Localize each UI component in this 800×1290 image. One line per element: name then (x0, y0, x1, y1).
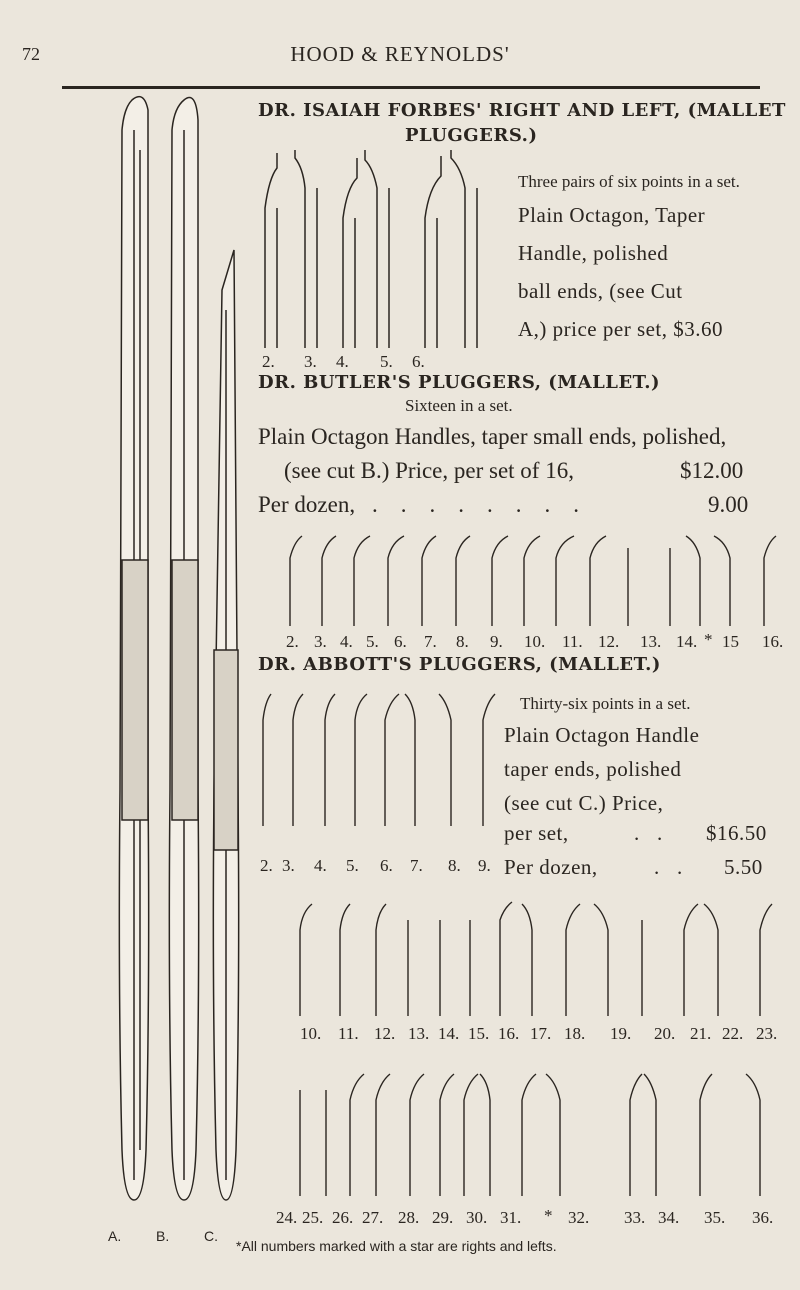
abbott-num-20: 20. (654, 1024, 676, 1043)
handle-label-c: C. (204, 1228, 218, 1244)
abbott-num-31: 31. (500, 1208, 522, 1227)
abbott-num-8: 8. (448, 856, 461, 875)
forbes-num-2: 2. (262, 352, 275, 371)
abbott-num-28: 28. (398, 1208, 420, 1227)
handle-illustrations (100, 90, 240, 1230)
forbes-title-line2: PLUGGERS.) (405, 125, 538, 146)
abbott-price-line1-dot: . . (634, 821, 663, 845)
forbes-num-5: 5. (380, 352, 393, 371)
abbott-num-14: 14. (438, 1024, 460, 1043)
handle-label-a: A. (108, 1228, 122, 1244)
forbes-num-3: 3. (304, 352, 317, 371)
butler-num-2: 2. (286, 632, 299, 651)
forbes-pluggers-illustration (255, 148, 505, 353)
abbott-num-29: 29. (432, 1208, 454, 1227)
abbott-num-27: 27. (362, 1208, 384, 1227)
abbott-num-11: 11. (338, 1024, 359, 1043)
handle-label-b: B. (156, 1228, 170, 1244)
butler-num-4: 4. (340, 632, 353, 651)
butler-title: DR. BUTLER'S PLUGGERS, (MALLET.) (258, 372, 661, 393)
abbott-num-15: 15. (468, 1024, 490, 1043)
abbott-price-line2-dot: . . (654, 855, 683, 879)
butler-line3-dots: . . . . . . . . (372, 492, 579, 517)
abbott-num-33: 33. (624, 1208, 646, 1227)
abbott-desc (504, 718, 699, 820)
butler-num-6: 6. (394, 632, 407, 651)
butler-line2-price: $12.00 (680, 458, 744, 483)
butler-line3-text: Per dozen, (258, 492, 356, 517)
abbott-num-5: 5. (346, 856, 359, 875)
butler-subtitle: Sixteen in a set. (405, 396, 513, 415)
abbott-num-3: 3. (282, 856, 295, 875)
abbott-num-10: 10. (300, 1024, 322, 1043)
forbes-desc-line4: ball ends, (see Cut (518, 279, 683, 303)
butler-line1: Plain Octagon Handles, taper small ends, polished, (258, 424, 727, 449)
abbott-num-17: 17. (530, 1024, 552, 1043)
abbott-num-7: 7. (410, 856, 423, 875)
butler-line2-text: (see cut B.) Price, per set of 16, (284, 458, 574, 483)
butler-num-10: 10. (524, 632, 546, 651)
butler-num-16: 16. (762, 632, 784, 651)
abbott-num-9: 9. (478, 856, 491, 875)
forbes-num-6: 6. (412, 352, 425, 371)
abbott-num-26: 26. (332, 1208, 354, 1227)
butler-star: * (704, 630, 713, 649)
abbott-desc-line2: taper ends, polished (504, 757, 682, 781)
abbott-num-22: 22. (722, 1024, 744, 1043)
butler-num-8: 8. (456, 632, 469, 651)
abbott-num-6: 6. (380, 856, 393, 875)
abbott-num-32: 32. (568, 1208, 590, 1227)
abbott-price-line1-text: per set, (504, 821, 569, 845)
abbott-num-19: 19. (610, 1024, 632, 1043)
abbott-num-24: 24. (276, 1208, 298, 1227)
butler-num-9: 9. (490, 632, 503, 651)
forbes-desc-line5: A,) price per set, $3.60 (518, 317, 724, 341)
abbott-num-25: 25. (302, 1208, 324, 1227)
butler-num-12: 12. (598, 632, 620, 651)
forbes-title-line1: DR. ISAIAH FORBES' RIGHT AND LEFT, (MALLET (258, 100, 786, 121)
abbott-num-12: 12. (374, 1024, 396, 1043)
forbes-desc (518, 196, 723, 348)
abbott-star: * (544, 1206, 553, 1225)
butler-num-14: 14. (676, 632, 698, 651)
abbott-num-30: 30. (466, 1208, 488, 1227)
abbott-title: DR. ABBOTT'S PLUGGERS, (MALLET.) (258, 654, 661, 675)
abbott-num-21: 21. (690, 1024, 712, 1043)
abbott-price-line1-value: $16.50 (706, 821, 767, 845)
butler-num-7: 7. (424, 632, 437, 651)
running-head: HOOD & REYNOLDS' (290, 42, 510, 66)
abbott-price-line2-value: 5.50 (724, 855, 763, 879)
abbott-desc-line3: (see cut C.) Price, (504, 791, 664, 815)
butler-pluggers-illustration (280, 528, 780, 628)
abbott-price-line2-text: Per dozen, (504, 855, 598, 879)
footnote: *All numbers marked with a star are rights and lefts. (236, 1238, 557, 1254)
page-number: 72 (22, 44, 40, 64)
butler-num-15: 15 (722, 632, 739, 651)
forbes-desc-line3: Handle, polished (518, 241, 669, 265)
abbott-num-34: 34. (658, 1208, 680, 1227)
abbott-num-18: 18. (564, 1024, 586, 1043)
butler-line3-price: 9.00 (708, 492, 749, 517)
forbes-desc-line1: Three pairs of six points in a set. (518, 172, 740, 191)
abbott-num-35: 35. (704, 1208, 726, 1227)
abbott-desc-line1: Plain Octagon Handle (504, 723, 700, 747)
abbott-pluggers-set3-illustration (290, 1060, 780, 1200)
abbott-num-23: 23. (756, 1024, 778, 1043)
butler-num-5: 5. (366, 632, 379, 651)
abbott-pluggers-set1-illustration (255, 680, 505, 830)
abbott-num-2: 2. (260, 856, 273, 875)
butler-num-11: 11. (562, 632, 583, 651)
forbes-num-4: 4. (336, 352, 349, 371)
abbott-num-13: 13. (408, 1024, 430, 1043)
abbott-num-4: 4. (314, 856, 327, 875)
butler-num-13: 13. (640, 632, 662, 651)
abbott-num-16: 16. (498, 1024, 520, 1043)
abbott-num-36: 36. (752, 1208, 774, 1227)
abbott-subtitle: Thirty-six points in a set. (520, 694, 691, 713)
forbes-desc-line2: Plain Octagon, Taper (518, 203, 706, 227)
abbott-pluggers-set2-illustration (290, 890, 780, 1020)
header-rule (62, 86, 760, 89)
butler-num-3: 3. (314, 632, 327, 651)
